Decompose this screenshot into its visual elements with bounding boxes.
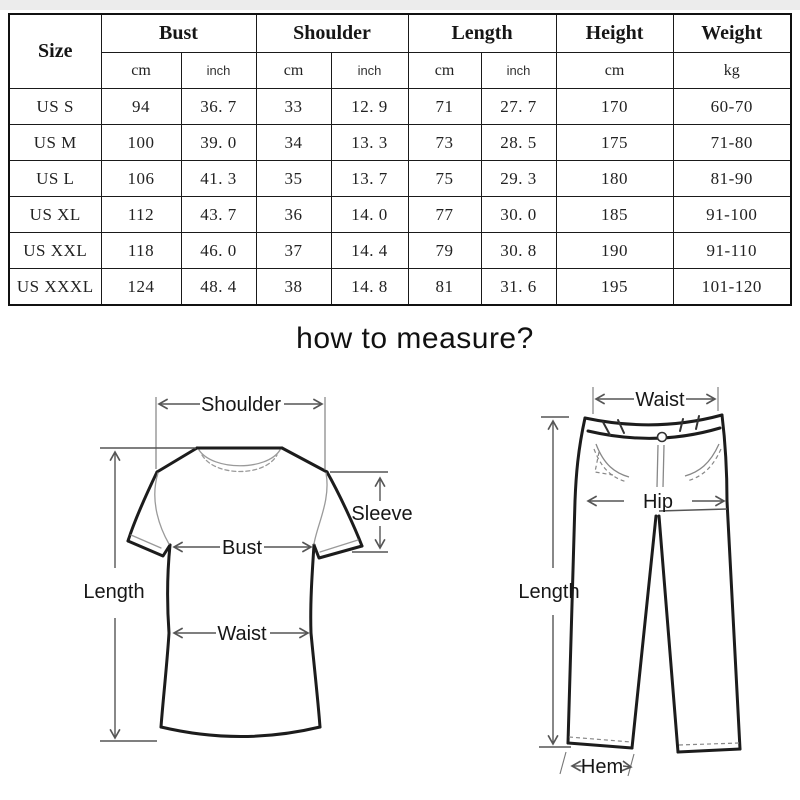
- table-header-groups: [9, 14, 791, 53]
- pants-right-inner-leg: [659, 516, 678, 752]
- cell-weight-kg: 101-120: [673, 269, 791, 306]
- header-size: Size: [9, 14, 101, 89]
- cell-length-in: 29. 3: [481, 161, 556, 197]
- belt-loop: [618, 420, 624, 433]
- top-gray-strip: [0, 0, 800, 10]
- hem-tick-right: [628, 754, 634, 776]
- left-hem-stitch: [569, 737, 631, 742]
- cell-height-cm: 190: [556, 233, 673, 269]
- shirt-shoulder-label: Shoulder: [200, 394, 282, 416]
- unit-length-inch: inch: [481, 53, 556, 89]
- cell-length-in: 30. 0: [481, 197, 556, 233]
- header-height: Height: [556, 14, 673, 53]
- cell-shoulder-in: 13. 3: [331, 125, 408, 161]
- cell-bust-cm: 118: [101, 233, 181, 269]
- cell-size: US L: [9, 161, 101, 197]
- unit-bust-cm: cm: [101, 53, 181, 89]
- unit-height-cm: cm: [556, 53, 673, 89]
- cell-shoulder-in: 14. 0: [331, 197, 408, 233]
- cell-size: US XXXL: [9, 269, 101, 306]
- pants-waistband-top: [585, 415, 722, 425]
- hem-arrow-right: [623, 766, 631, 767]
- pants-right-hem: [678, 749, 740, 752]
- fly-line: [657, 445, 658, 487]
- cell-length-cm: 79: [408, 233, 481, 269]
- shirt-left-side: [161, 545, 170, 727]
- unit-weight-kg: kg: [673, 53, 791, 89]
- cell-size: US M: [9, 125, 101, 161]
- shirt-left-sleeve-outer: [128, 472, 157, 541]
- table-row: [9, 161, 791, 197]
- cell-bust-cm: 124: [101, 269, 181, 306]
- cell-shoulder-cm: 33: [256, 89, 331, 125]
- pants-waist-label: Waist: [635, 389, 685, 411]
- cell-bust-in: 36. 7: [181, 89, 256, 125]
- hem-tick-left: [560, 752, 566, 774]
- cell-size: US XXL: [9, 233, 101, 269]
- unit-shoulder-cm: cm: [256, 53, 331, 89]
- cell-bust-in: 48. 4: [181, 269, 256, 306]
- table-row: [9, 89, 791, 125]
- shirt-left-armhole-seam: [155, 473, 169, 544]
- cell-height-cm: 170: [556, 89, 673, 125]
- cell-bust-cm: 94: [101, 89, 181, 125]
- shirt-bust-label: Bust: [221, 537, 263, 559]
- pants-hem-label: Hem: [580, 756, 624, 778]
- table-row: [9, 269, 791, 306]
- cell-length-in: 27. 7: [481, 89, 556, 125]
- cell-height-cm: 195: [556, 269, 673, 306]
- cell-size: US XL: [9, 197, 101, 233]
- belt-loop: [680, 419, 683, 431]
- cell-bust-cm: 112: [101, 197, 181, 233]
- cell-bust-cm: 106: [101, 161, 181, 197]
- header-bust: Bust: [101, 14, 256, 53]
- cell-shoulder-cm: 38: [256, 269, 331, 306]
- right-hem-stitch: [679, 743, 739, 745]
- table-row: [9, 125, 791, 161]
- size-table: [8, 13, 792, 306]
- header-length: Length: [408, 14, 556, 53]
- cell-shoulder-cm: 36: [256, 197, 331, 233]
- right-pocket-stitch: [687, 449, 721, 481]
- cell-shoulder-cm: 37: [256, 233, 331, 269]
- shirt-right-shoulder-seam: [282, 448, 327, 472]
- cell-shoulder-in: 12. 9: [331, 89, 408, 125]
- size-table-body: [9, 89, 791, 306]
- shirt-neckline: [199, 450, 280, 466]
- cell-weight-kg: 91-100: [673, 197, 791, 233]
- how-to-measure-title: how to measure?: [296, 322, 534, 355]
- cell-length-cm: 77: [408, 197, 481, 233]
- shirt-right-side: [311, 545, 320, 727]
- cell-bust-in: 46. 0: [181, 233, 256, 269]
- shirt-right-armhole-seam: [314, 473, 327, 544]
- cell-weight-kg: 71-80: [673, 125, 791, 161]
- shirt-left-cuff-stitch: [131, 535, 161, 548]
- belt-loop: [696, 416, 699, 429]
- pants-hip-label: Hip: [642, 491, 674, 513]
- cell-bust-in: 41. 3: [181, 161, 256, 197]
- pants-right-outer-leg: [722, 415, 740, 749]
- cell-length-cm: 81: [408, 269, 481, 306]
- cell-weight-kg: 60-70: [673, 89, 791, 125]
- table-row: [9, 233, 791, 269]
- cell-length-in: 28. 5: [481, 125, 556, 161]
- shirt-neck-stitch: [202, 455, 277, 472]
- cell-bust-cm: 100: [101, 125, 181, 161]
- cell-shoulder-in: 13. 7: [331, 161, 408, 197]
- cell-height-cm: 185: [556, 197, 673, 233]
- right-pocket-curve: [685, 444, 719, 476]
- unit-length-cm: cm: [408, 53, 481, 89]
- pants-length-label: Length: [518, 581, 580, 603]
- table-row: [9, 197, 791, 233]
- cell-weight-kg: 81-90: [673, 161, 791, 197]
- cell-length-in: 31. 6: [481, 269, 556, 306]
- unit-bust-inch: inch: [181, 53, 256, 89]
- header-shoulder: Shoulder: [256, 14, 408, 53]
- cell-length-cm: 75: [408, 161, 481, 197]
- header-weight: Weight: [673, 14, 791, 53]
- shirt-sleeve-label: Sleeve: [351, 503, 413, 525]
- shirt-bottom-hem: [161, 727, 320, 737]
- cell-height-cm: 180: [556, 161, 673, 197]
- shirt-length-label: Length: [83, 581, 145, 603]
- tshirt-diagram: [83, 394, 412, 741]
- shirt-left-shoulder-seam: [157, 448, 197, 472]
- pants-left-hem: [568, 743, 632, 748]
- cell-bust-in: 39. 0: [181, 125, 256, 161]
- pants-left-inner-leg: [632, 516, 656, 748]
- measure-diagram: [0, 370, 800, 800]
- cell-size: US S: [9, 89, 101, 125]
- cell-length-in: 30. 8: [481, 233, 556, 269]
- unit-shoulder-inch: inch: [331, 53, 408, 89]
- cell-height-cm: 175: [556, 125, 673, 161]
- cell-bust-in: 43. 7: [181, 197, 256, 233]
- cell-shoulder-cm: 35: [256, 161, 331, 197]
- cell-length-cm: 73: [408, 125, 481, 161]
- watch-pocket: [595, 452, 613, 475]
- pants-diagram: [518, 387, 740, 778]
- left-pocket-curve: [596, 444, 629, 477]
- pants-button: [658, 433, 667, 442]
- cell-weight-kg: 91-110: [673, 233, 791, 269]
- cell-shoulder-cm: 34: [256, 125, 331, 161]
- shirt-waist-label: Waist: [217, 623, 267, 645]
- fly-line: [663, 445, 664, 487]
- table-header-units: [9, 53, 791, 89]
- cell-shoulder-in: 14. 4: [331, 233, 408, 269]
- cell-length-cm: 71: [408, 89, 481, 125]
- cell-shoulder-in: 14. 8: [331, 269, 408, 306]
